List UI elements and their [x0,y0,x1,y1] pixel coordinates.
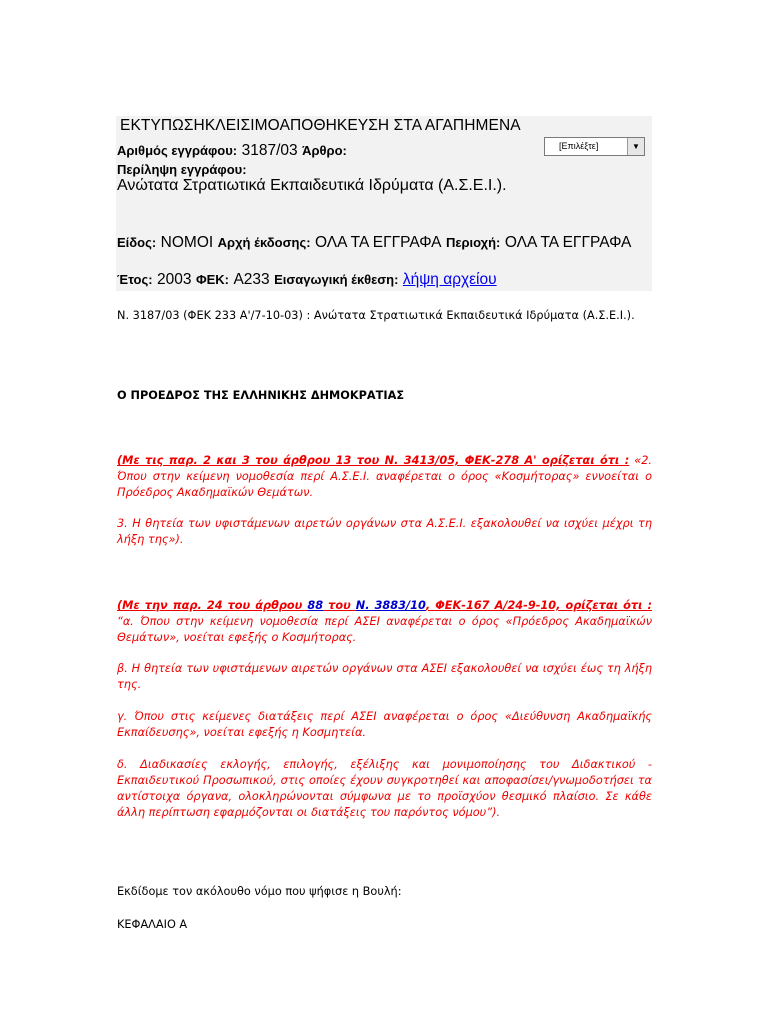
doc-number: 3187/03 [241,142,298,159]
doc-region: ΟΛΑ ΤΑ ΕΓΓΡΑΦΑ [504,234,632,251]
print-link[interactable]: ΕΚΤΥΠΩΣΗ [120,117,205,134]
chapter-heading: ΚΕΦΑΛΑΙΟ Α [117,918,188,931]
summary-label: Περίληψη εγγράφου: [117,162,247,177]
region-label: Περιοχή: [445,235,501,250]
doc-number-label: Αριθμός εγγράφου: [117,143,238,158]
download-report-link[interactable]: λήψη αρχείου [402,271,497,288]
year-row [117,271,497,289]
report-label: Εισαγωγική έκθεση: [274,272,399,287]
doc-year: 2003 [157,271,192,288]
amendment-2-text: “α. Όπου στην κείμενη νομοθεσία περί ΑΣΕΙ αναφέρεται ο όρος «Πρόεδρος Ακαδημαϊκών Θεμάτων», νοείται εφεξής ο Κοσμήτορας. [117,615,652,644]
amendment-2-b: β. Η θητεία των υφιστάμενων αιρετών οργάνων στα ΑΣΕΙ εξακολουθεί να ισχύει έως τη λήξη της. [117,662,652,691]
type-label: Είδος: [117,235,157,250]
fek-label: ΦΕΚ: [195,272,230,287]
amendment-2-heading-c: , ΦΕΚ-167 Α/24-9-10, ορίζεται ότι : [425,599,653,612]
amendment-2-d: δ. Διαδικασίες εκλογής, επιλογής, εξέλιξης και μονιμοποίησης του Διδακτικού - Εκπαιδευτικού Προσωπικού, στις οποίες έχουν συγκροτηθεί και αποφασίσει/γνωμοδοτήσει τα αντίστοιχα όργανα, ολοκληρώνονται σύμφωνα με το προϊσχύον θεσμικό πλαίσιο. Σε κάθε άλλη περίπτωση εφαρμόζονται οι διατάξεις του παρόντος νόμου”). [117,758,652,819]
law-3883-link[interactable]: Ν. 3883/10 [355,599,426,612]
article-88-link[interactable]: 88 [307,599,324,612]
doc-type: ΝΟΜΟΙ [160,234,214,251]
article-select-value: [Επιλέξτε] [559,141,599,151]
doc-summary: Ανώτατα Στρατιωτικά Εκπαιδευτικά Ιδρύματα (Α.Σ.Ε.Ι.). [117,177,507,194]
article-select[interactable] [544,137,645,156]
authority-label: Αρχή έκδοσης: [217,235,311,250]
enactment-line: Εκδίδομε τον ακόλουθο νόμο που ψήφισε η Βουλή: [117,885,402,898]
amendment-2-c: γ. Όπου στις κείμενες διατάξεις περί ΑΣΕΙ αναφέρεται ο όρος «Διεύθυνση Ακαδημαϊκής Εκπαίδευσης», νοείται εφεξής η Κοσμητεία. [117,710,652,739]
amendment-1-paragraph-3: 3. Η θητεία των υφιστάμενων αιρετών οργάνων στα Α.Σ.Ε.Ι. εξακολουθεί να ισχύει μέχρι τη λήξη της»). [117,517,652,546]
close-link[interactable]: ΚΛΕΙΣΙΜΟ [204,117,280,134]
president-heading: Ο ΠΡΟΕΔΡΟΣ ΤΗΣ ΕΛΛΗΝΙΚΗΣ ΔΗΜΟΚΡΑΤΙΑΣ [117,389,405,402]
doc-fek: Α233 [233,271,270,288]
amendment-1 [117,453,652,501]
document-toolbar [120,117,521,135]
amendment-2-heading-a: (Με την παρ. 24 του άρθρου [117,599,308,612]
amendment-2-heading-b: του [323,599,356,612]
amendment-2 [117,598,652,646]
year-label: Έτος: [117,272,153,287]
summary-row [117,177,507,195]
amendment-1-text: «2. Όπου στην κείμενη νομοθεσία περί Α.Σ.Ε.Ι. αναφέρεται ο όρος «Κοσμήτορας» εννοείται ο Πρόεδρος Ακαδημαϊκών Θεμάτων. [117,454,653,499]
article-label: Άρθρο: [302,143,347,158]
amendment-1-heading: (Με τις παρ. 2 και 3 του άρθρου 13 του Ν. 3413/05, ΦΕΚ-278 Α' ορίζεται ότι : [117,454,630,467]
law-intro: Ν. 3187/03 (ΦΕΚ 233 Α'/7-10-03) : Ανώτατα Στρατιωτικά Εκπαιδευτικά Ιδρύματα (Α.Σ.Ε.Ι.). [117,309,635,322]
save-favorites-link[interactable]: ΑΠΟΘΗΚΕΥΣΗ ΣΤΑ ΑΓΑΠΗΜΕΝΑ [279,117,521,134]
classification-row [117,233,652,253]
doc-authority: ΟΛΑ ΤΑ ΕΓΓΡΑΦΑ [315,234,442,251]
chevron-down-icon[interactable]: ▼ [627,138,644,155]
doc-number-row [117,142,347,160]
